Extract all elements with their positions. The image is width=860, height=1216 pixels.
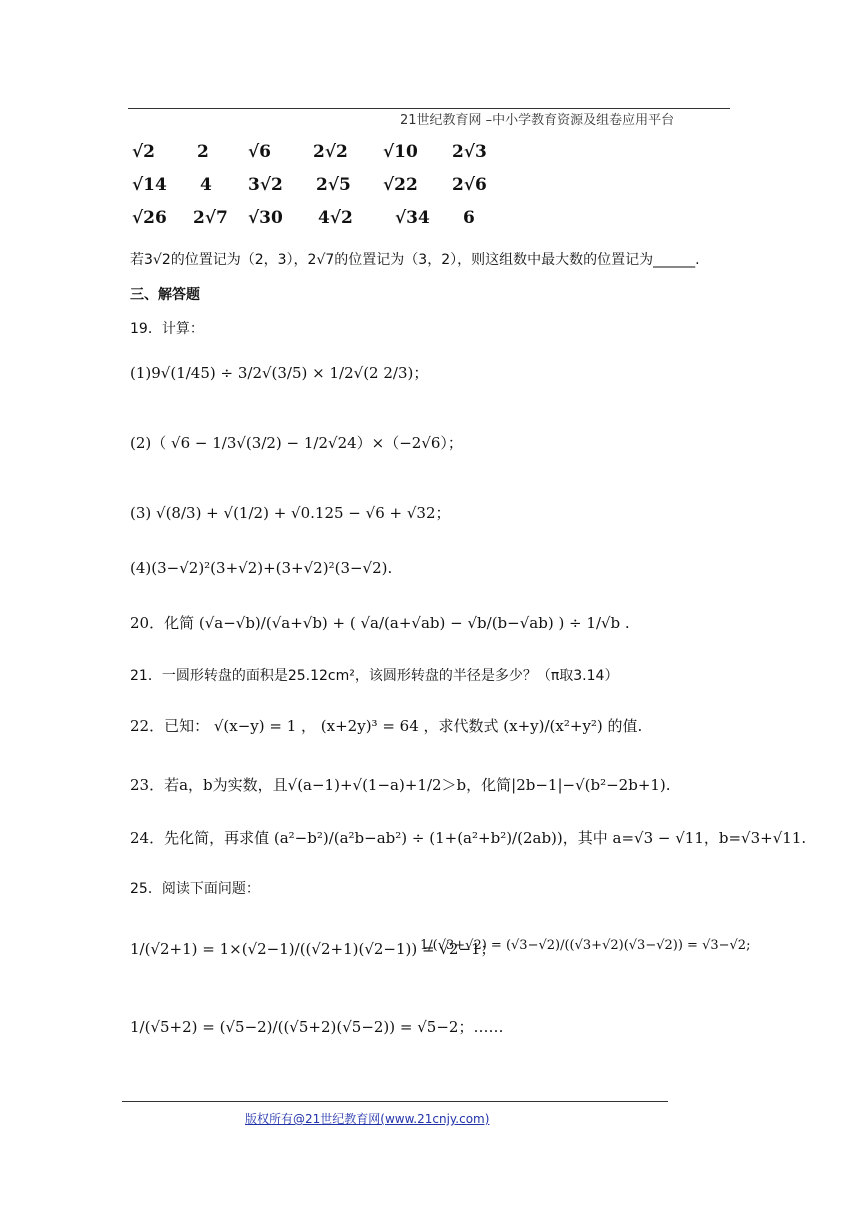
grid-cell: √22 — [383, 175, 418, 195]
q19-title: 19．计算： — [130, 321, 204, 337]
q19-part1: (1)9√(1/45) ÷ 3/2√(3/5) × 1/2√(2 2/3)； — [130, 364, 429, 382]
q23-text: 23．若a，b为实数，且√(a−1)+√(1−a)+1/2＞b，化简|2b−1|−√(b²−2b+1). — [130, 776, 671, 794]
grid-cell: √30 — [248, 208, 283, 228]
grid-cell: 6 — [463, 208, 475, 228]
footer-copyright-link[interactable]: 版权所有@21世纪教育网(www.21cnjy.com) — [245, 1112, 490, 1126]
grid-cell: √10 — [383, 142, 418, 162]
q19-part4: (4)(3−√2)²(3+√2)+(3+√2)²(3−√2). — [130, 559, 393, 577]
grid-cell: √2 — [132, 142, 156, 162]
q24-text: 24．先化简，再求值 (a²−b²)/(a²b−ab²) ÷ (1+(a²+b²)/(2ab))，其中 a=√3 − √11，b=√3+√11. — [130, 829, 807, 847]
grid-cell: √34 — [395, 208, 430, 228]
example-equation: 1/(√2+1) = 1×(√2−1)/((√2+1)(√2−1)) = √2−1； — [130, 940, 496, 958]
q18-text: 若3√2的位置记为（2，3），2√7的位置记为（3，2），则这组数中最大数的位置记为______. — [130, 252, 700, 268]
grid-cell: √26 — [132, 208, 167, 228]
grid-cell: 2√2 — [313, 142, 348, 162]
q19-part2: (2)（ √6 − 1/3√(3/2) − 1/2√24）×（−2√6）； — [130, 434, 463, 452]
grid-cell: 2√5 — [316, 175, 351, 195]
q20-text: 20．化简 (√a−√b)/(√a+√b) + ( √a/(a+√ab) − √b/(b−√ab) ) ÷ 1/√b . — [130, 614, 630, 632]
example-equation: 1/(√5+2) = (√5−2)/((√5+2)(√5−2)) = √5−2；…… — [130, 1018, 504, 1036]
grid-cell: 4√2 — [318, 208, 353, 228]
q19-part3: (3) √(8/3) + √(1/2) + √0.125 − √6 + √32； — [130, 504, 451, 522]
q22-text: 22．已知： √(x−y) = 1 ， (x+2y)³ = 64 ，求代数式 (x+y)/(x²+y²) 的值. — [130, 717, 643, 735]
grid-cell: 3√2 — [248, 175, 283, 195]
footer-rule — [122, 1101, 668, 1102]
grid-cell: 2√6 — [452, 175, 487, 195]
q25-title: 25．阅读下面问题： — [130, 881, 260, 897]
header-text: 21世纪教育网 –中小学教育资源及组卷应用平台 — [400, 113, 675, 128]
grid-cell: 2√3 — [452, 142, 487, 162]
grid-cell: 2 — [197, 142, 209, 162]
grid-cell: √14 — [132, 175, 167, 195]
grid-cell: 2√7 — [193, 208, 228, 228]
grid-cell: √6 — [248, 142, 272, 162]
section-heading: 三、解答题 — [130, 287, 200, 303]
grid-cell: 4 — [200, 175, 212, 195]
example-equation: 1/(√3+√2) = (√3−√2)/((√3+√2)(√3−√2)) = √3−√2; — [420, 938, 751, 953]
q21-text: 21．一圆形转盘的面积是25.12cm²，该圆形转盘的半径是多少？（π取3.14） — [130, 668, 619, 684]
